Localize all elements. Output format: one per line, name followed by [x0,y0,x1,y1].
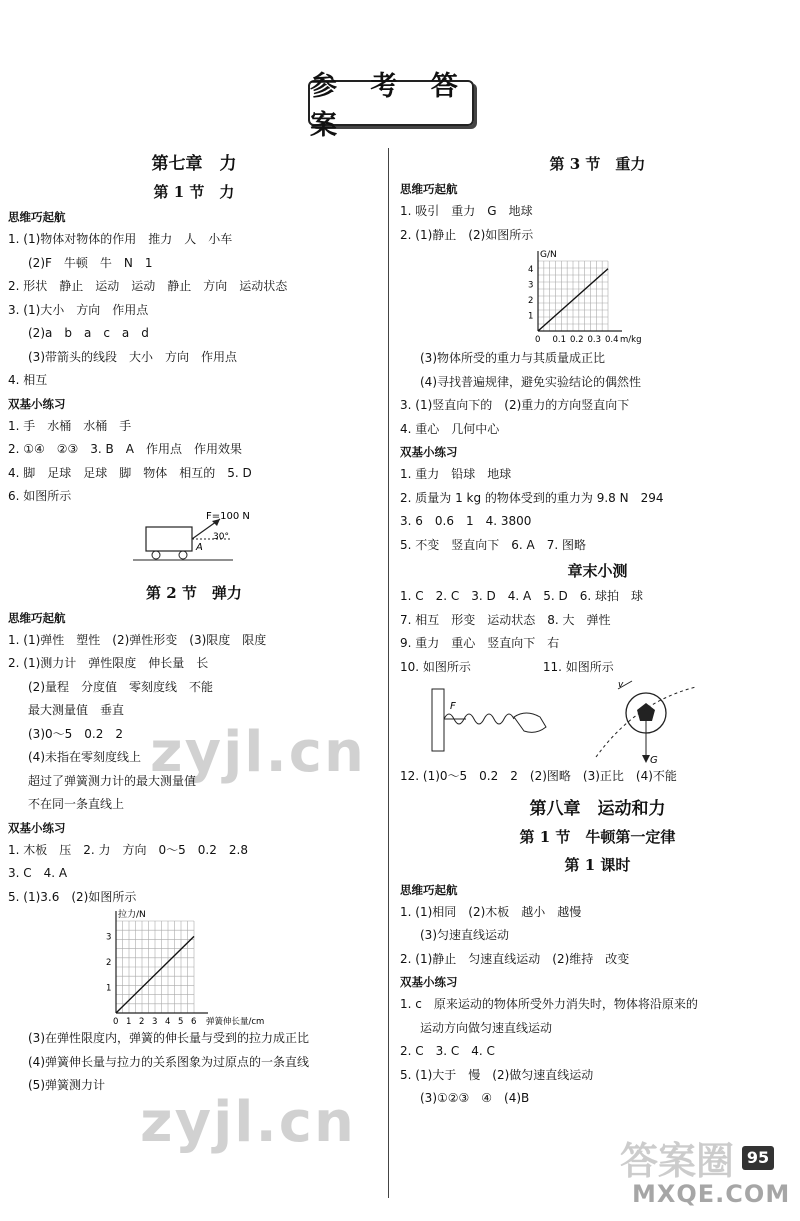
y-tick-label: 4 [528,264,534,275]
x-tick-label: 0 [535,335,541,345]
y-tick-label: 3 [106,932,112,943]
answer-line: 6. 如图所示 [8,489,72,503]
cart-body [146,527,192,551]
answer-line: (3)匀速直线运动 [420,928,509,942]
column-divider [388,148,389,1198]
x-tick-label: 2 [139,1017,145,1027]
answer-line: 3. (1)大小 方向 作用点 [8,302,149,317]
answer-line: 1. 重力 铅球 地球 [400,467,512,481]
gravity-head [642,755,650,763]
gravity-chart-figure [400,247,795,347]
spring-force-chart [8,909,380,1027]
hand [514,713,546,732]
answer-line: 12. (1)0～5 0.2 2 (2)图略 (3)正比 (4)不能 [400,769,677,783]
label-thinking: 思维巧起航 [8,610,66,625]
answer-line: 1. 木板 压 2. 力 方向 0～5 0.2 2.8 [8,842,248,857]
answer-line: 2. (1)静止 匀速直线运动 (2)维持 改变 [400,951,630,966]
gravity-label: G [650,755,658,765]
answer-line: (4)未指在零刻度线上 [28,750,141,764]
section-1-title: 第 1 节 力 [153,183,235,201]
answer-line: 2. ①④ ②③ 3. B A 作用点 作用效果 [8,442,243,456]
chapter-8-title: 第八章 运动和力 [529,798,666,819]
answer-line: 3. 6 0.6 1 4. 3800 [400,514,532,528]
answer-line: 3. C 4. A [8,866,68,880]
cart-wheel [152,551,160,559]
answer-line: (2)F 牛顿 牛 N 1 [28,255,153,270]
chapter-7-title: 第七章 力 [151,154,237,174]
left-column [8,150,380,1098]
chapter-test-title: 章末小测 [567,562,628,580]
answer-line: 运动方向做匀速直线运动 [420,1020,553,1035]
answer-line: 1. (1)相同 (2)木板 越小 越慢 [400,904,582,919]
answer-line: (3)带箭头的线段 大小 方向 作用点 [28,349,237,364]
label-practice: 双基小练习 [400,975,458,989]
watermark: zyjl.cn [150,720,366,785]
answer-line: 最大测量值 垂直 [28,703,125,717]
label-thinking: 思维巧起航 [8,210,66,224]
y-tick-label: 1 [528,311,534,322]
label-practice: 双基小练习 [400,445,458,459]
y-tick-label: 2 [528,295,534,306]
y-tick-label: 2 [106,957,112,968]
angle-label: 30° [213,531,229,542]
wall [432,689,444,751]
answer-line: 不在同一条直线上 [28,797,125,811]
point-label: A [196,541,203,553]
x-axis-label: 弹簧伸长量/cm [206,1017,265,1027]
answer-line: 5. (1)3.6 (2)如图所示 [8,889,137,904]
page-title: 参 考 答 案 [308,80,474,126]
y-axis-label: G/N [540,250,557,260]
watermark: zyjl.cn [140,1090,356,1155]
answer-line: 7. 相互 形变 运动状态 8. 大 弹性 [400,612,611,627]
answer-line: (3)0～5 0.2 2 [28,726,123,741]
y-axis-label: 拉力/N [118,910,146,920]
answer-line: 2. 质量为 1 kg 的物体受到的重力为 9.8 N 294 [400,490,664,505]
answer-line: 超过了弹簧测力计的最大测量值 [28,773,197,788]
answer-line: (4)寻找普遍规律，避免实验结论的偶然性 [420,374,641,389]
answer-line: 1. 手 水桶 水桶 手 [8,418,132,433]
x-tick-label: 3 [152,1017,158,1027]
velocity-label: v [618,680,624,690]
answer-line: 4. 脚 足球 足球 脚 物体 相互的 5. D [8,465,252,480]
y-tick-label: 3 [528,280,534,291]
spring-chart-figure [8,909,380,1027]
answer-line: (3)物体所受的重力与其质量成正比 [420,351,605,365]
cart-wheel [179,551,187,559]
answer-line: (4)弹簧伸长量与拉力的关系图象为过原点的一条直线 [28,1054,310,1069]
answer-line: (3)在弹性限度内，弹簧的伸长量与受到的拉力成正比 [28,1031,310,1045]
answer-line: 5. (1)大于 慢 (2)做匀速直线运动 [400,1067,594,1082]
label-thinking: 思维巧起航 [400,182,458,196]
x-tick-label: 0.4 [605,335,619,345]
answer-line: 2. (1)静止 (2)如图所示 [400,227,534,242]
answer-line: (5)弹簧测力计 [28,1078,105,1092]
answer-line: 3. (1)竖直向下的 (2)重力的方向竖直向下 [400,398,630,412]
logo-text: 答案圈 [620,1139,735,1183]
answer-line: 1. 吸引 重力 G 地球 [400,204,533,218]
x-tick-label: 6 [191,1017,197,1027]
answer-line: 2. 形状 静止 运动 运动 静止 方向 运动状态 [8,279,288,293]
answer-line: 2. (1)测力计 弹性限度 伸长量 长 [8,656,209,670]
spring-ball-figures [400,679,795,765]
x-tick-label: 4 [165,1017,171,1027]
answer-line: 9. 重力 重心 竖直向下 右 [400,636,560,650]
right-column [400,150,795,1111]
answer-line: 1. C 2. C 3. D 4. A 5. D 6. 球拍 球 [400,589,644,603]
section-3-title: 第 3 节 重力 [549,155,646,173]
lesson-title: 第 1 课时 [564,855,631,874]
section-2-title: 第 2 节 弹力 [146,583,242,602]
label-thinking: 思维巧起航 [400,882,458,897]
site-watermark: MXQE.COM [632,1180,791,1208]
label-practice: 双基小练习 [8,396,66,411]
answer-line: 5. 不变 竖直向下 6. A 7. 图略 [400,537,587,552]
label-practice: 双基小练习 [8,820,66,835]
answer-line: (3)①②③ ④ (4)B [420,1091,530,1105]
spring-ball-diagram [400,679,795,765]
cart-force-diagram [8,509,380,571]
answer-line: 1. c 原来运动的物体所受外力消失时，物体将沿原来的 [400,997,698,1011]
answer-line: (2)量程 分度值 零刻度线 不能 [28,679,213,694]
x-tick-label: 0.3 [587,335,602,345]
x-tick-label: 0 [113,1017,119,1027]
page-number: 95 [742,1146,774,1170]
force-label: F [450,701,456,712]
x-tick-label: 1 [126,1017,132,1027]
y-tick-label: 1 [106,983,112,994]
answer-line: 10. 如图所示 11. 如图所示 [400,659,614,674]
answer-line: 4. 重心 几何中心 [400,421,500,436]
x-tick-label: 0.1 [552,335,567,345]
x-tick-label: 5 [178,1017,184,1027]
answer-line: 2. C 3. C 4. C [400,1044,495,1058]
answer-line: 4. 相互 [8,373,48,387]
answer-line: 1. (1)弹性 塑性 (2)弹性形变 (3)限度 限度 [8,632,267,647]
force-label: F=100 N [206,510,250,522]
x-tick-label: 0.2 [570,335,584,345]
gravity-mass-chart [400,247,795,347]
cart-force-figure [8,509,380,571]
answer-line: 1. (1)物体对物体的作用 推力 人 小车 [8,232,233,246]
x-axis-label: m/kg [620,335,642,345]
answer-line: (2)a b a c a d [28,326,149,340]
section-ch8-1-title: 第 1 节 牛顿第一定律 [519,827,676,846]
